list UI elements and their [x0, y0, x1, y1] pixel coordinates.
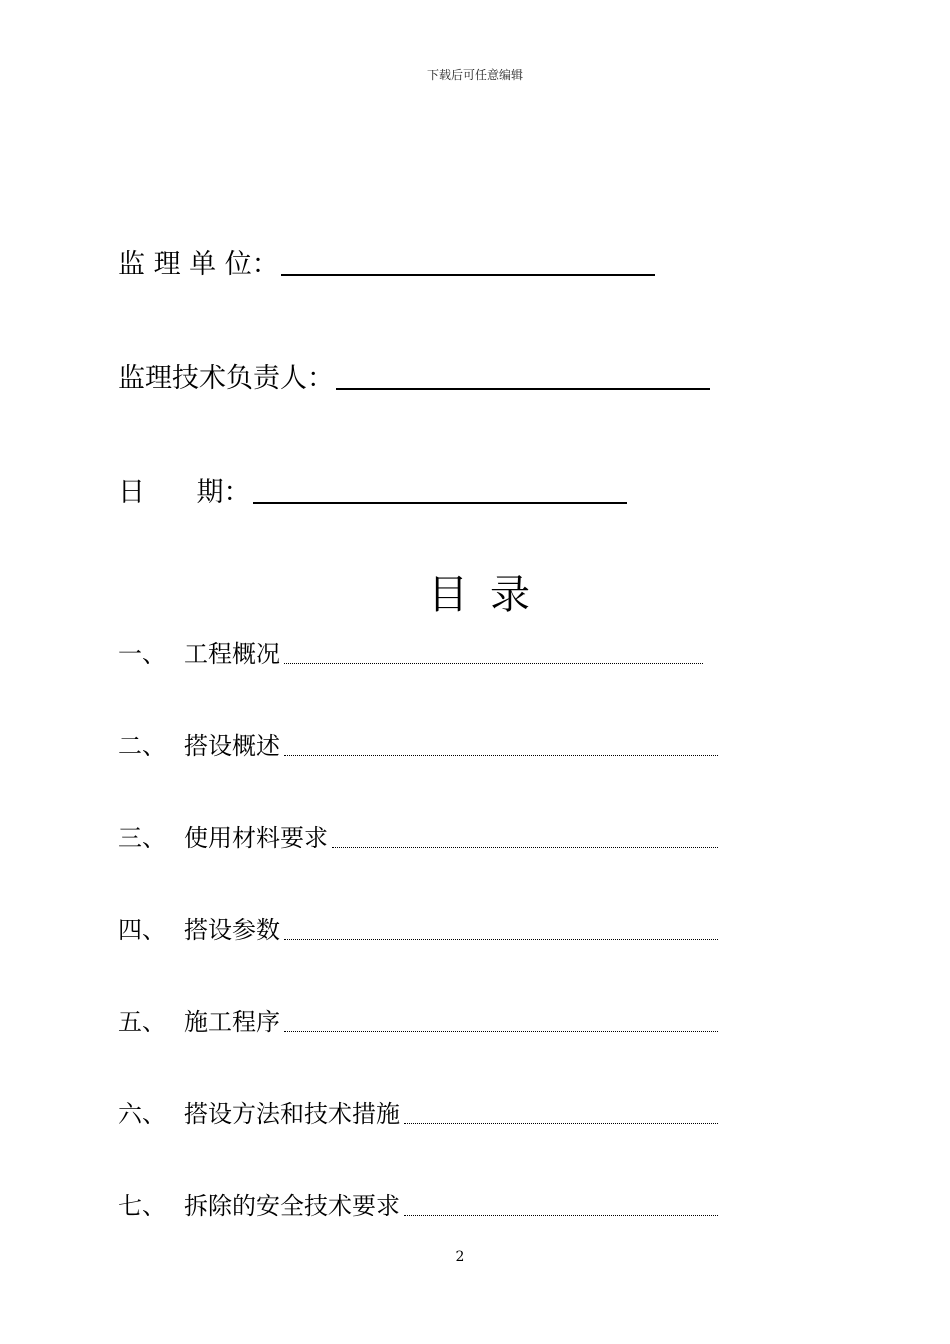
- toc-item[interactable]: [118, 728, 718, 758]
- signature-blank-line: [253, 502, 627, 504]
- toc-item-number: 五、: [118, 1008, 166, 1036]
- toc-item-number: 三、: [118, 824, 166, 852]
- toc-item-label: 拆除的安全技术要求: [184, 1192, 400, 1220]
- toc-dot-leader: [284, 755, 718, 756]
- signature-blank-line: [281, 274, 655, 276]
- page-number: 2: [455, 1249, 465, 1265]
- toc-item-label: 搭设方法和技术措施: [184, 1100, 400, 1128]
- toc-dot-leader: [284, 939, 718, 940]
- signature-row-date: [118, 466, 627, 506]
- toc-item[interactable]: [118, 912, 718, 942]
- signature-row-technical-lead: [118, 352, 710, 392]
- toc-dot-leader: [404, 1215, 718, 1216]
- toc-item-label: 使用材料要求: [184, 824, 328, 852]
- toc-item[interactable]: [118, 820, 718, 850]
- toc-item-label: 工程概况: [184, 640, 280, 668]
- toc-dot-leader: [284, 663, 703, 664]
- toc-item[interactable]: [118, 1096, 718, 1126]
- signature-label: 日 期：: [118, 477, 251, 508]
- signature-row-supervision-unit: [118, 238, 655, 278]
- toc-item-label: 搭设概述: [184, 732, 280, 760]
- signature-blank-line: [336, 388, 710, 390]
- toc-item[interactable]: [118, 636, 703, 666]
- toc-title: 目录: [428, 572, 552, 618]
- toc-item-number: 四、: [118, 916, 166, 944]
- toc-item[interactable]: [118, 1188, 718, 1218]
- toc-item-number: 七、: [118, 1192, 166, 1220]
- toc-item-number: 六、: [118, 1100, 166, 1128]
- toc-item-number: 二、: [118, 732, 166, 760]
- toc-dot-leader: [404, 1123, 718, 1124]
- page-header: 下载后可任意编辑: [426, 68, 523, 82]
- toc-dot-leader: [284, 1031, 718, 1032]
- toc-dot-leader: [332, 847, 718, 848]
- toc-item[interactable]: [118, 1004, 718, 1034]
- signature-label: 监 理 单 位：: [118, 249, 279, 280]
- toc-item-number: 一、: [118, 640, 166, 668]
- toc-item-label: 施工程序: [184, 1008, 280, 1036]
- signature-label: 监理技术负责人：: [118, 363, 334, 394]
- toc-item-label: 搭设参数: [184, 916, 280, 944]
